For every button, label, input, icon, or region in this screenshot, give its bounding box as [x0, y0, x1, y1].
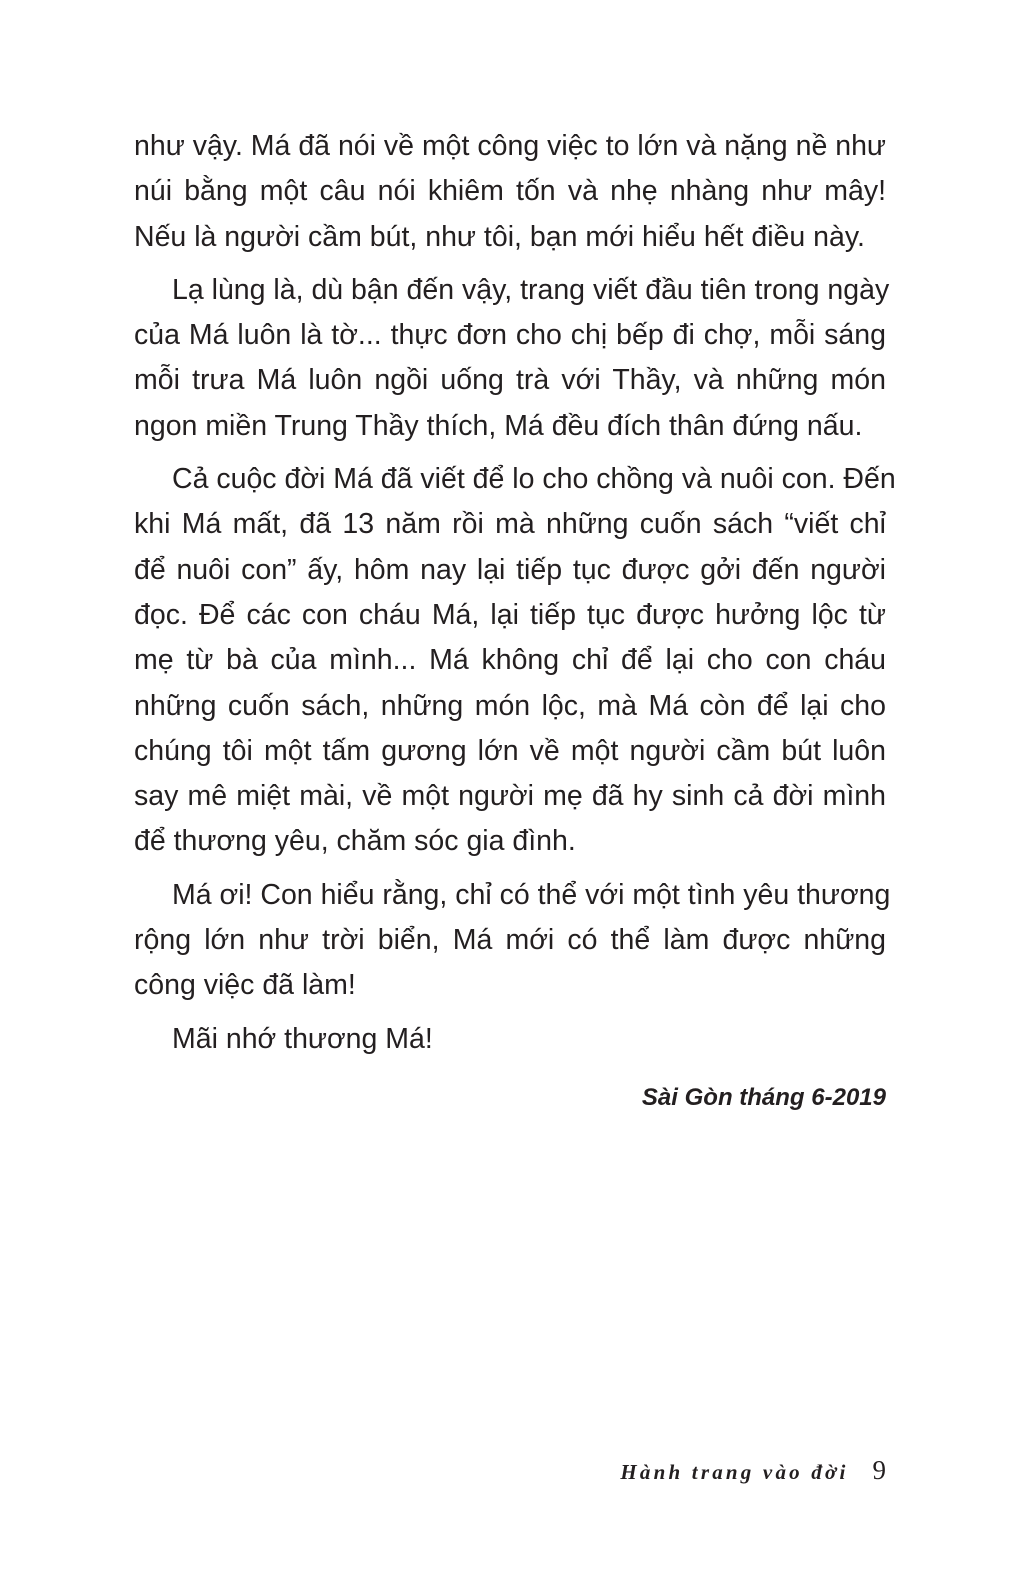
- page-footer: [620, 1455, 886, 1486]
- text-line: núi bằng một câu nói khiêm tốn và nhẹ nhàng như mây!: [134, 175, 886, 208]
- text-line: mỗi trưa Má luôn ngồi uống trà với Thầy, và những món: [134, 364, 886, 397]
- running-title: Hành trang vào đời: [620, 1460, 849, 1484]
- text-line: chúng tôi một tấm gương lớn về một người cầm bút luôn: [134, 734, 886, 767]
- text-line: để nuôi con” ấy, hôm nay lại tiếp tục được gởi đến người: [134, 553, 886, 586]
- paragraph-3: [134, 457, 896, 865]
- signoff-date: Sài Gòn tháng 6-2019: [641, 1084, 886, 1111]
- paragraph-4: [134, 873, 891, 1009]
- text-line: những cuốn sách, những món lộc, mà Má còn để lại cho: [134, 689, 886, 722]
- text-line: Má ơi! Con hiểu rằng, chỉ có thể với một tình yêu thương: [172, 878, 891, 911]
- text-line: ngon miền Trung Thầy thích, Má đều đích thân đứng nấu.: [134, 409, 863, 442]
- body-text: [134, 124, 896, 1070]
- text-line: rộng lớn như trời biển, Má mới có thể làm được những: [134, 924, 886, 957]
- text-line: công việc đã làm!: [134, 969, 356, 1002]
- page-number: 9: [872, 1455, 886, 1485]
- text-line: như vậy. Má đã nói về một công việc to lớn và nặng nề như: [134, 130, 886, 162]
- text-line: của Má luôn là tờ... thực đơn cho chị bếp đi chợ, mỗi sáng: [134, 319, 886, 352]
- text-line: Mãi nhớ thương Má!: [172, 1022, 433, 1055]
- paragraph-2: [134, 268, 890, 449]
- text-line: Nếu là người cầm bút, như tôi, bạn mới hiểu hết điều này.: [134, 220, 865, 253]
- text-line: để thương yêu, chăm sóc gia đình.: [134, 825, 576, 858]
- text-line: Lạ lùng là, dù bận đến vậy, trang viết đầu tiên trong ngày: [172, 273, 890, 306]
- text-line: Cả cuộc đời Má đã viết để lo cho chồng và nuôi con. Đến: [172, 463, 896, 496]
- text-line: đọc. Để các con cháu Má, lại tiếp tục được hưởng lộc từ: [134, 598, 886, 631]
- paragraph-5: [134, 1017, 886, 1062]
- text-line: say mê miệt mài, về một người mẹ đã hy sinh cả đời mình: [134, 780, 886, 813]
- paragraph-1: [134, 124, 886, 260]
- text-line: mẹ từ bà của mình... Má không chỉ để lại cho con cháu: [134, 644, 886, 677]
- text-line: khi Má mất, đã 13 năm rồi mà những cuốn sách “viết chỉ: [134, 508, 886, 541]
